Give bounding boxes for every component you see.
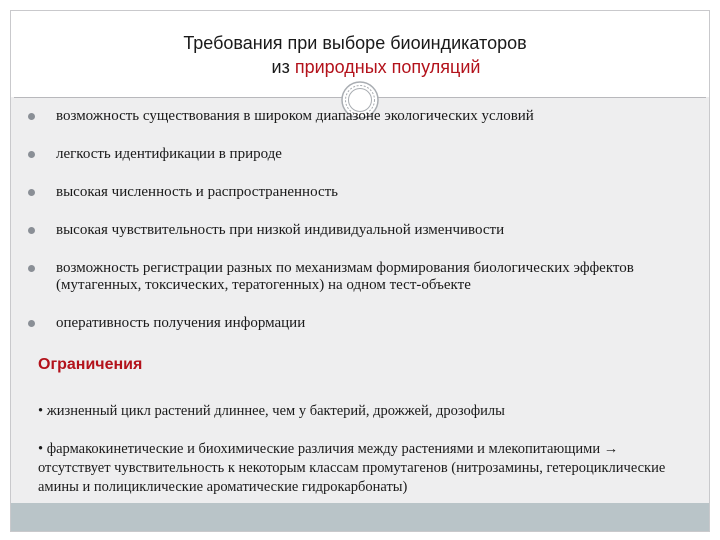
slide-title xyxy=(11,31,709,79)
limitation-item: • жизненный цикл растений длиннее, чем у бактерий, дрожжей, дрозофилы xyxy=(38,403,505,419)
title-line-2-accent: природных популяций xyxy=(294,57,481,77)
bullet-dot-icon xyxy=(28,227,35,234)
list-item xyxy=(22,108,702,146)
limitation-item: • фармакокинетические и биохимические различия между растениями и млекопитающими → отсутствует чувствительность к некоторым классам промутагенов (нитрозамины, гетероциклические амины и полициклические ароматические гидрокарбонаты) xyxy=(38,441,666,495)
list-item xyxy=(22,146,702,184)
list-item-text: оперативность получения информации xyxy=(56,315,306,331)
bullet-dot-icon xyxy=(28,265,35,272)
list-item xyxy=(22,260,702,315)
list-item-text: легкость идентификации в природе xyxy=(56,146,282,162)
bullet-dot-icon xyxy=(28,151,35,158)
footer-band xyxy=(11,503,709,531)
title-line-2 xyxy=(11,55,709,79)
list-item-text: возможность существования в широком диапазоне экологических условий xyxy=(56,108,534,124)
list-item-text: возможность регистрации разных по механизмам формирования биологических эффектов (мутагенных, токсических, тератогенных) на одном тест-объекте xyxy=(56,260,634,293)
list-item xyxy=(22,222,702,260)
bullet-dot-icon xyxy=(28,320,35,327)
limitations-heading: Ограничения xyxy=(38,356,143,373)
requirements-list xyxy=(22,108,702,353)
list-item-text: высокая численность и распространенность xyxy=(56,184,339,200)
bullet-dot-icon xyxy=(28,189,35,196)
title-line-1: Требования при выборе биоиндикаторов xyxy=(183,33,527,53)
list-item xyxy=(22,315,702,353)
list-item-text: высокая чувствительность при низкой индивидуальной изменчивости xyxy=(56,222,505,238)
title-line-2-prefix: из xyxy=(271,57,295,77)
bullet-dot-icon xyxy=(28,113,35,120)
list-item xyxy=(22,184,702,222)
